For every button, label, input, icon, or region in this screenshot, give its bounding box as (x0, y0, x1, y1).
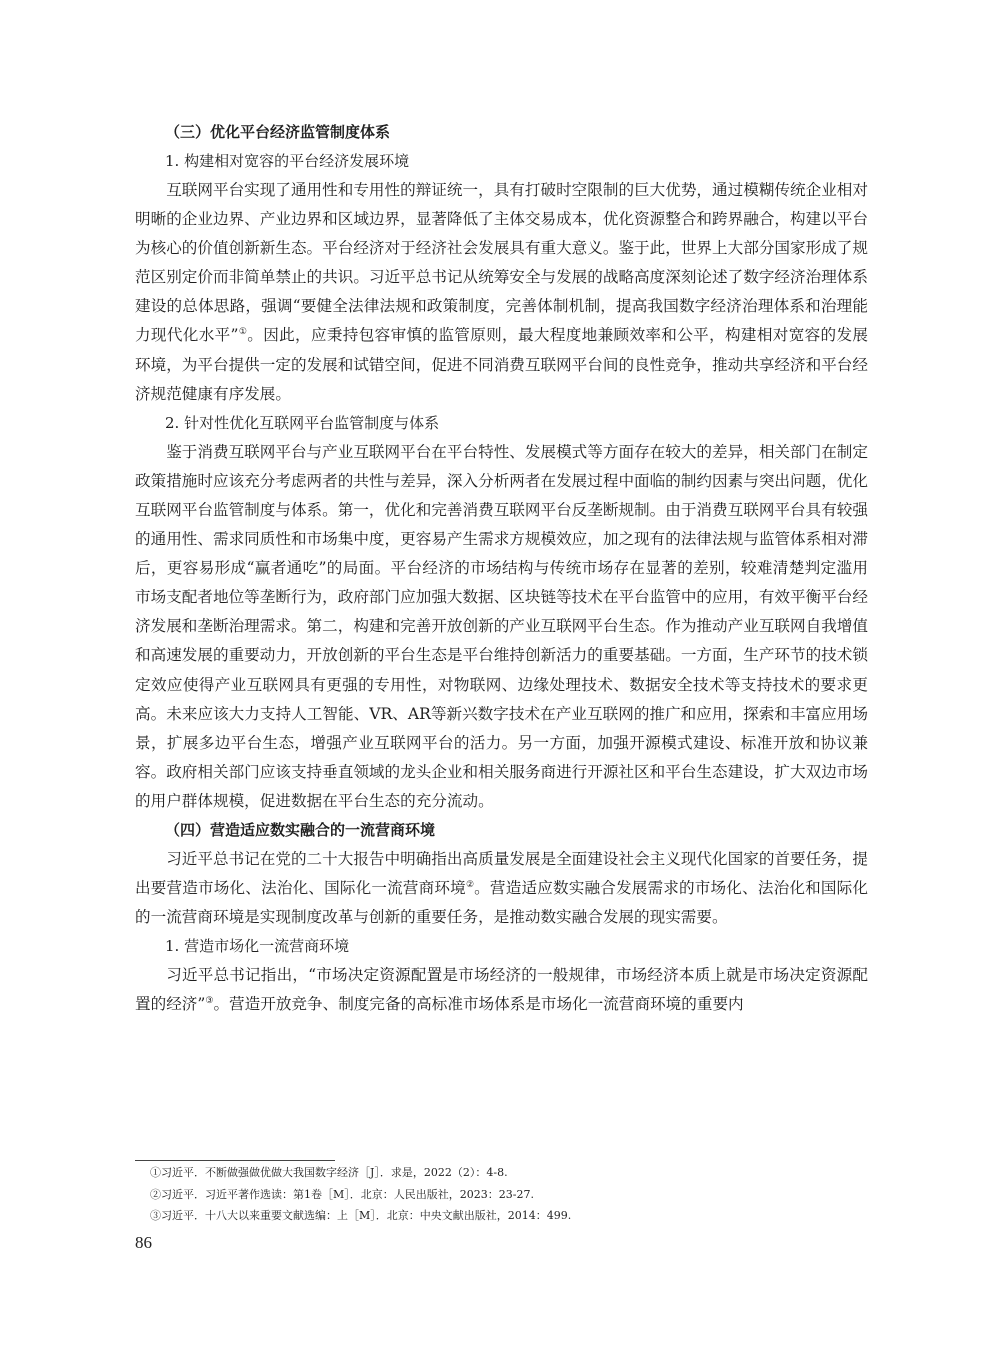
paragraph-3-2: 鉴于消费互联网平台与产业互联网平台在平台特性、发展模式等方面存在较大的差异，相关部门在制定政策措施时应该充分考虑两者的共性与差异，深入分析两者在发展过程中面临的制约因素与突出问题，优化互联网平台监管制度与体系。第一，优化和完善消费互联网平台反垄断规制。由于消费互联网平台具有较强的通用性、需求同质性和市场集中度，更容易产生需求方规模效应，加之现有的法律法规与监管体系相对滞后，更容易形成“赢者通吃”的局面。平台经济的市场结构与传统市场存在显著的差别，较难清楚判定滥用市场支配者地位等垄断行为，政府部门应加强大数据、区块链等技术在平台监管中的应用，有效平衡平台经济发展和垄断治理需求。第二，构建和完善开放创新的产业互联网平台生态。作为推动产业互联网自我增值和高速发展的重要动力，开放创新的平台生态是平台维持创新活力的重要基础。一方面，生产环节的技术锁定效应使得产业互联网具有更强的专用性，对物联网、边缘处理技术、数据安全技术等支持技术的要求更高。未来应该大力支持人工智能、VR、AR等新兴数字技术在产业互联网的推广和应用，探索和丰富应用场景，扩展多边平台生态，增强产业互联网平台的活力。另一方面，加强开源模式建设、标准开放和协议兼容。政府相关部门应该支持垂直领域的龙头企业和相关服务商进行开源社区和平台生态建设，扩大双边市场的用户群体规模，促进数据在平台生态的充分流动。 (135, 442, 868, 810)
subsection-heading-3-2: 2. 针对性优化互联网平台监管制度与体系 (165, 413, 440, 432)
footnote-3: ③习近平．十八大以来重要文献选编：上［M］．北京：中央文献出版社，2014：499. (150, 1209, 572, 1222)
footnote-1: ①习近平．不断做强做优做大我国数字经济［J］．求是，2022（2）：4-8. (150, 1166, 508, 1179)
paragraph-4 (135, 845, 868, 932)
page-number: 86 (135, 1233, 152, 1252)
article-body (135, 118, 868, 1019)
paragraph-4-tail: 。营造适应数实融合发展需求的市场化、法治化和国际化的一流营商环境是实现制度改革与创新的重要任务，是推动数实融合发展的现实需要。 (135, 879, 868, 927)
footnote-ref-3: ③ (205, 996, 214, 1007)
paragraph-3-1 (135, 176, 868, 409)
paragraph-4-text: 习近平总书记在党的二十大报告中明确指出高质量发展是全面建设社会主义现代化国家的首要任务，提出要营造市场化、法治化、国际化一流营商环境 (135, 849, 868, 898)
footnote-ref-1: ① (238, 327, 248, 338)
section-heading-3: （三）优化平台经济监管制度体系 (165, 123, 391, 141)
footnotes (150, 1162, 870, 1227)
section-heading-4: （四）营造适应数实融合的一流营商环境 (165, 820, 436, 839)
paragraph-4-1 (135, 961, 868, 1019)
footnote-2: ②习近平．习近平著作选读：第1卷［M］．北京：人民出版社，2023：23-27. (150, 1187, 534, 1201)
paragraph-4-1-tail: 。营造开放竞争、制度完备的高标准市场体系是市场化一流营商环境的重要内 (213, 995, 744, 1014)
subsection-heading-3-1: 1. 构建相对宽容的平台经济发展环境 (165, 152, 410, 170)
subsection-heading-4-1: 1. 营造市场化一流营商环境 (165, 937, 350, 956)
footnote-ref-2: ② (465, 879, 475, 890)
paragraph-4-1-text: 习近平总书记指出，“市场决定资源配置是市场经济的一般规律，市场经济本质上就是市场决定资源配置的经济” (135, 966, 868, 1014)
paragraph-3-1-text: 互联网平台实现了通用性和专用性的辩证统一，具有打破时空限制的巨大优势，通过模糊传统企业相对明晰的企业边界、产业边界和区域边界，显著降低了主体交易成本，优化资源整合和跨界融合，构建以平台为核心的价值创新新生态。平台经济对于经济社会发展具有重大意义。鉴于此，世界上大部分国家形成了规范区别定价而非简单禁止的共识。习近平总书记从统筹安全与发展的战略高度深刻论述了数字经济治理体系建设的总体思路，强调“要健全法律法规和政策制度，完善体制机制，提高我国数字经济治理体系和治理能力现代化水平” (135, 181, 868, 345)
footnote-divider (135, 1160, 335, 1161)
paragraph-3-1-tail: 。因此，应秉持包容审慎的监管原则，最大程度地兼顾效率和公平，构建相对宽容的发展环境，为平台提供一定的发展和试错空间，促进不同消费互联网平台间的良性竞争，推动共享经济和平台经济规范健康有序发展。 (135, 326, 868, 403)
